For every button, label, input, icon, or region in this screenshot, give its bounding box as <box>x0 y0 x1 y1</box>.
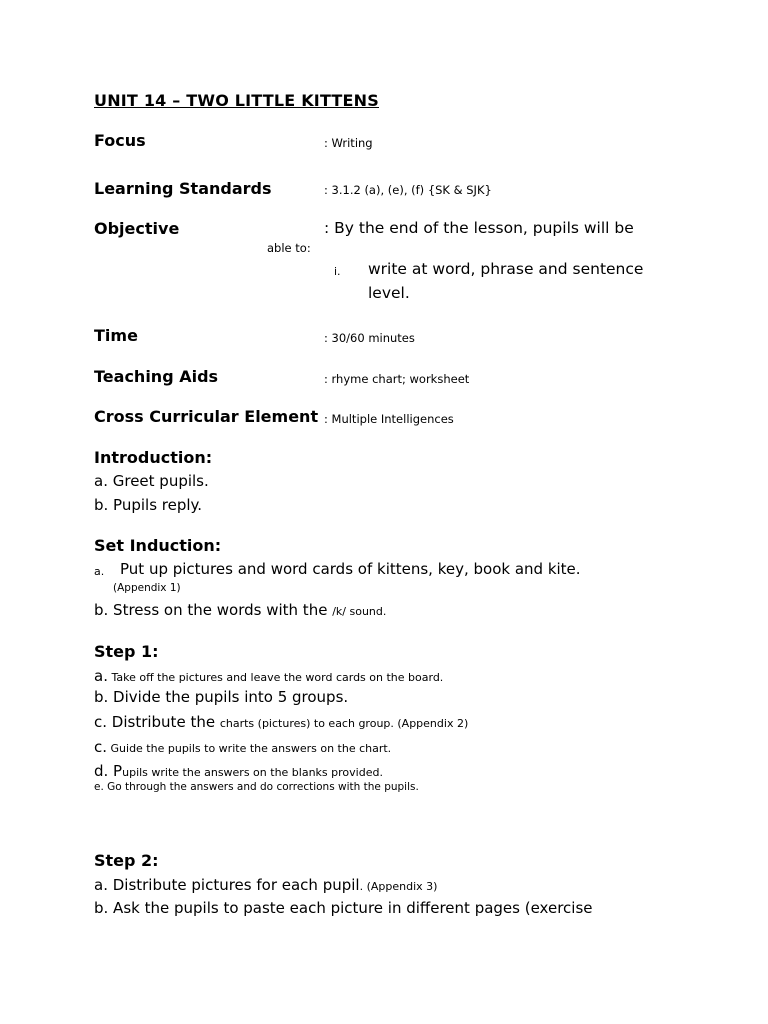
step1-d-text: upils write the answers on the blanks provided. <box>122 766 383 779</box>
step1-a-text: Take off the pictures and leave the word cards on the board. <box>107 671 444 684</box>
time-label: Time <box>94 326 138 345</box>
set-induction-a-note: (Appendix 1) <box>113 582 181 594</box>
step1-heading: Step 1: <box>94 642 159 661</box>
learning-standards-value: : 3.1.2 (a), (e), (f) {SK & SJK} <box>324 183 492 197</box>
teaching-aids-value: : rhyme chart; worksheet <box>324 372 470 386</box>
introduction-item-b: b. Pupils reply. <box>94 496 203 514</box>
set-induction-a-text: Put up pictures and word cards of kittens, key, book and kite. <box>120 560 581 578</box>
step1-c-main: c. Distribute the <box>94 713 220 731</box>
cross-curricular-label: Cross Curricular Element <box>94 407 319 426</box>
step1-a-marker: a. <box>94 667 108 685</box>
objective-item-line1: write at word, phrase and sentence <box>368 260 644 278</box>
step2-a-small: . (Appendix 3) <box>359 880 438 893</box>
focus-label: Focus <box>94 131 146 150</box>
introduction-heading: Introduction: <box>94 448 213 467</box>
step1-c-small: charts (pictures) to each group. (Appendix 2) <box>219 717 469 730</box>
set-induction-item-b <box>94 600 386 619</box>
step1-item-c2 <box>94 737 391 756</box>
set-induction-b-main: b. Stress on the words with the <box>94 601 333 619</box>
unit-title: UNIT 14 – TWO LITTLE KITTENS <box>94 91 379 110</box>
step2-heading: Step 2: <box>94 851 159 870</box>
step1-c2-text: Guide the pupils to write the answers on the chart. <box>107 742 392 755</box>
set-induction-b-small: /k/ sound. <box>332 605 387 618</box>
objective-value: : By the end of the lesson, pupils will be <box>324 219 634 237</box>
step2-item-b: b. Ask the pupils to paste each picture in different pages (exercise <box>94 899 593 917</box>
step2-a-main: a. Distribute pictures for each pupil <box>94 876 360 894</box>
learning-standards-label: Learning Standards <box>94 179 272 198</box>
introduction-item-a: a. Greet pupils. <box>94 472 209 490</box>
set-induction-a-marker: a. <box>94 565 105 578</box>
time-value: : 30/60 minutes <box>324 331 415 345</box>
step1-item-a <box>94 666 443 685</box>
step1-c2-marker: c. <box>94 738 108 756</box>
set-induction-heading: Set Induction: <box>94 536 222 555</box>
objective-item-line2: level. <box>368 284 410 302</box>
objective-label: Objective <box>94 219 180 238</box>
focus-value: : Writing <box>324 136 373 150</box>
step1-item-d <box>94 761 383 780</box>
teaching-aids-label: Teaching Aids <box>94 367 219 386</box>
step1-item-e: e. Go through the answers and do corrections with the pupils. <box>94 781 419 793</box>
cross-curricular-value: : Multiple Intelligences <box>324 412 454 426</box>
step1-d-marker: d. P <box>94 762 123 780</box>
step2-item-a <box>94 875 437 894</box>
objective-continuation: able to: <box>267 241 311 255</box>
step1-item-c <box>94 712 468 731</box>
step1-item-b: b. Divide the pupils into 5 groups. <box>94 688 349 706</box>
objective-item-marker: i. <box>334 265 341 278</box>
